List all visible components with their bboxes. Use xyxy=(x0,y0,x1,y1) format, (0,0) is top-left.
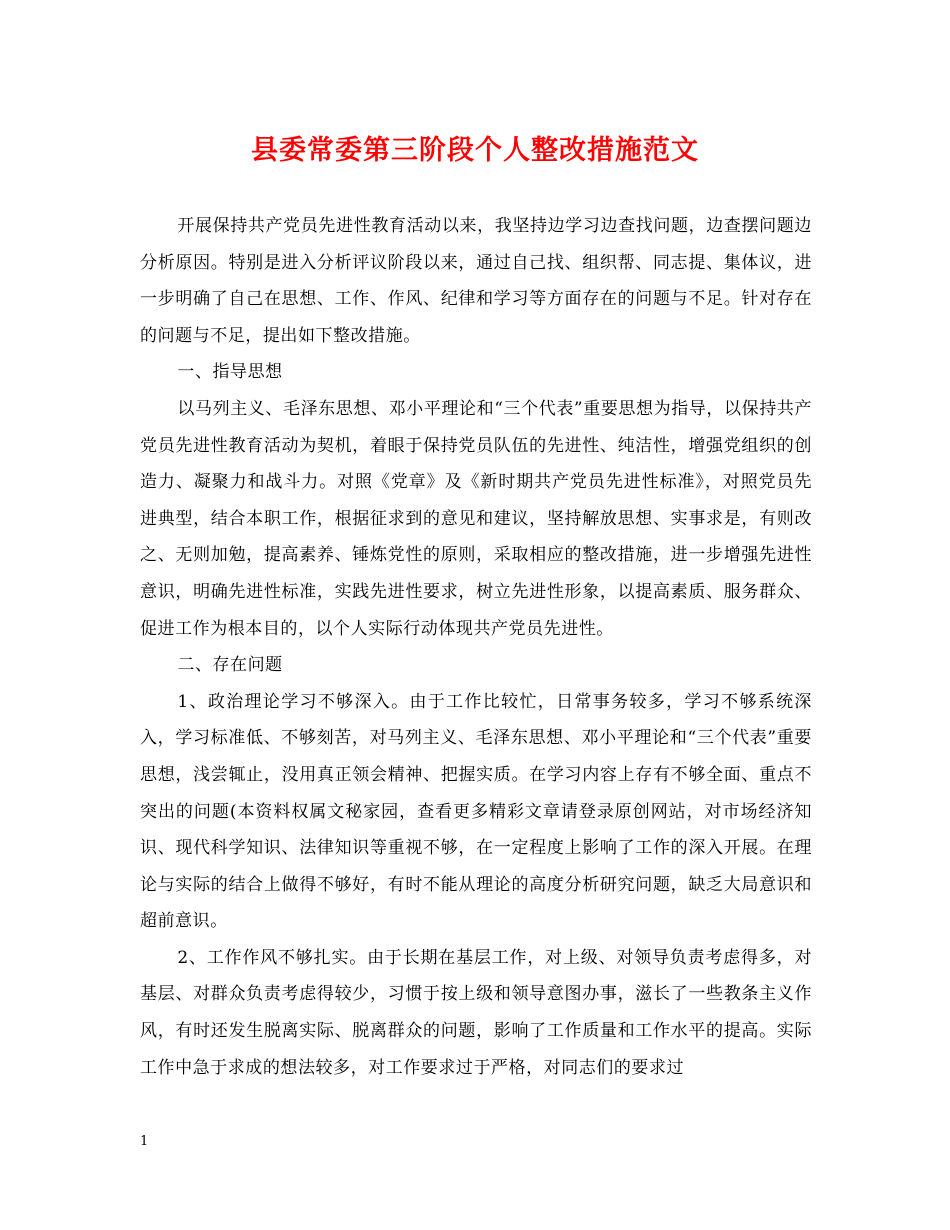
page-number: 1 xyxy=(140,1134,149,1149)
guiding-ideology-paragraph: 以马列主义、毛泽东思想、邓小平理论和“三个代表”重要思想为指导，以保持共产党员先进性教育活动为契机，着眼于保持党员队伍的先进性、纯洁性，增强党组织的创造力、凝聚力和战斗力。对照《党章》及《新时期共产党员先进性标准》，对照党员先进典型，结合本职工作，根据征求到的意见和建议，坚持解放思想、实事求是，有则改之、无则加勉，提高素养、锤炼党性的原则，采取相应的整改措施，进一步增强先进性意识，明确先进性标准，实践先进性要求，树立先进性形象，以提高素质、服务群众、促进工作为根本目的，以个人实际行动体现共产党员先进性。 xyxy=(140,398,812,639)
section-heading-guiding-ideology: 一、指导思想 xyxy=(177,362,283,383)
document-title: 县委常委第三阶段个人整改措施范文 xyxy=(251,135,699,166)
document-body xyxy=(140,208,812,1086)
section-heading-existing-problems: 二、存在问题 xyxy=(177,655,283,676)
intro-paragraph: 开展保持共产党员先进性教育活动以来，我坚持边学习边查找问题，边查摆问题边分析原因。特别是进入分析评议阶段以来，通过自己找、组织帮、同志提、集体议，进一步明确了自己在思想、工作、作风、纪律和学习等方面存在的问题与不足。针对存在的问题与不足，提出如下整改措施。 xyxy=(140,216,812,346)
problem-1-paragraph: 1、政治理论学习不够深入。由于工作比较忙，日常事务较多，学习不够系统深入，学习标准低、不够刻苦，对马列主义、毛泽东思想、邓小平理论和“三个代表”重要思想，浅尝辄止，没用真正领会精神、把握实质。在学习内容上存有不够全面、重点不突出的问题(本资料权属文秘家园，查看更多精彩文章请登录原创网站，对市场经济知识、现代科学知识、法律知识等重视不够，在一定程度上影响了工作的深入开展。在理论与实际的结合上做得不够好，有时不能从理论的高度分析研究问题，缺乏大局意识和超前意识。 xyxy=(140,691,812,932)
problem-2-paragraph: 2、工作作风不够扎实。由于长期在基层工作，对上级、对领导负责考虑得多，对基层、对群众负责考虑得较少，习惯于按上级和领导意图办事，滋长了一些教条主义作风，有时还发生脱离实际、脱离群众的问题，影响了工作质量和工作水平的提高。实际工作中急于求成的想法较多，对工作要求过于严格，对同志们的要求过 xyxy=(140,947,812,1078)
